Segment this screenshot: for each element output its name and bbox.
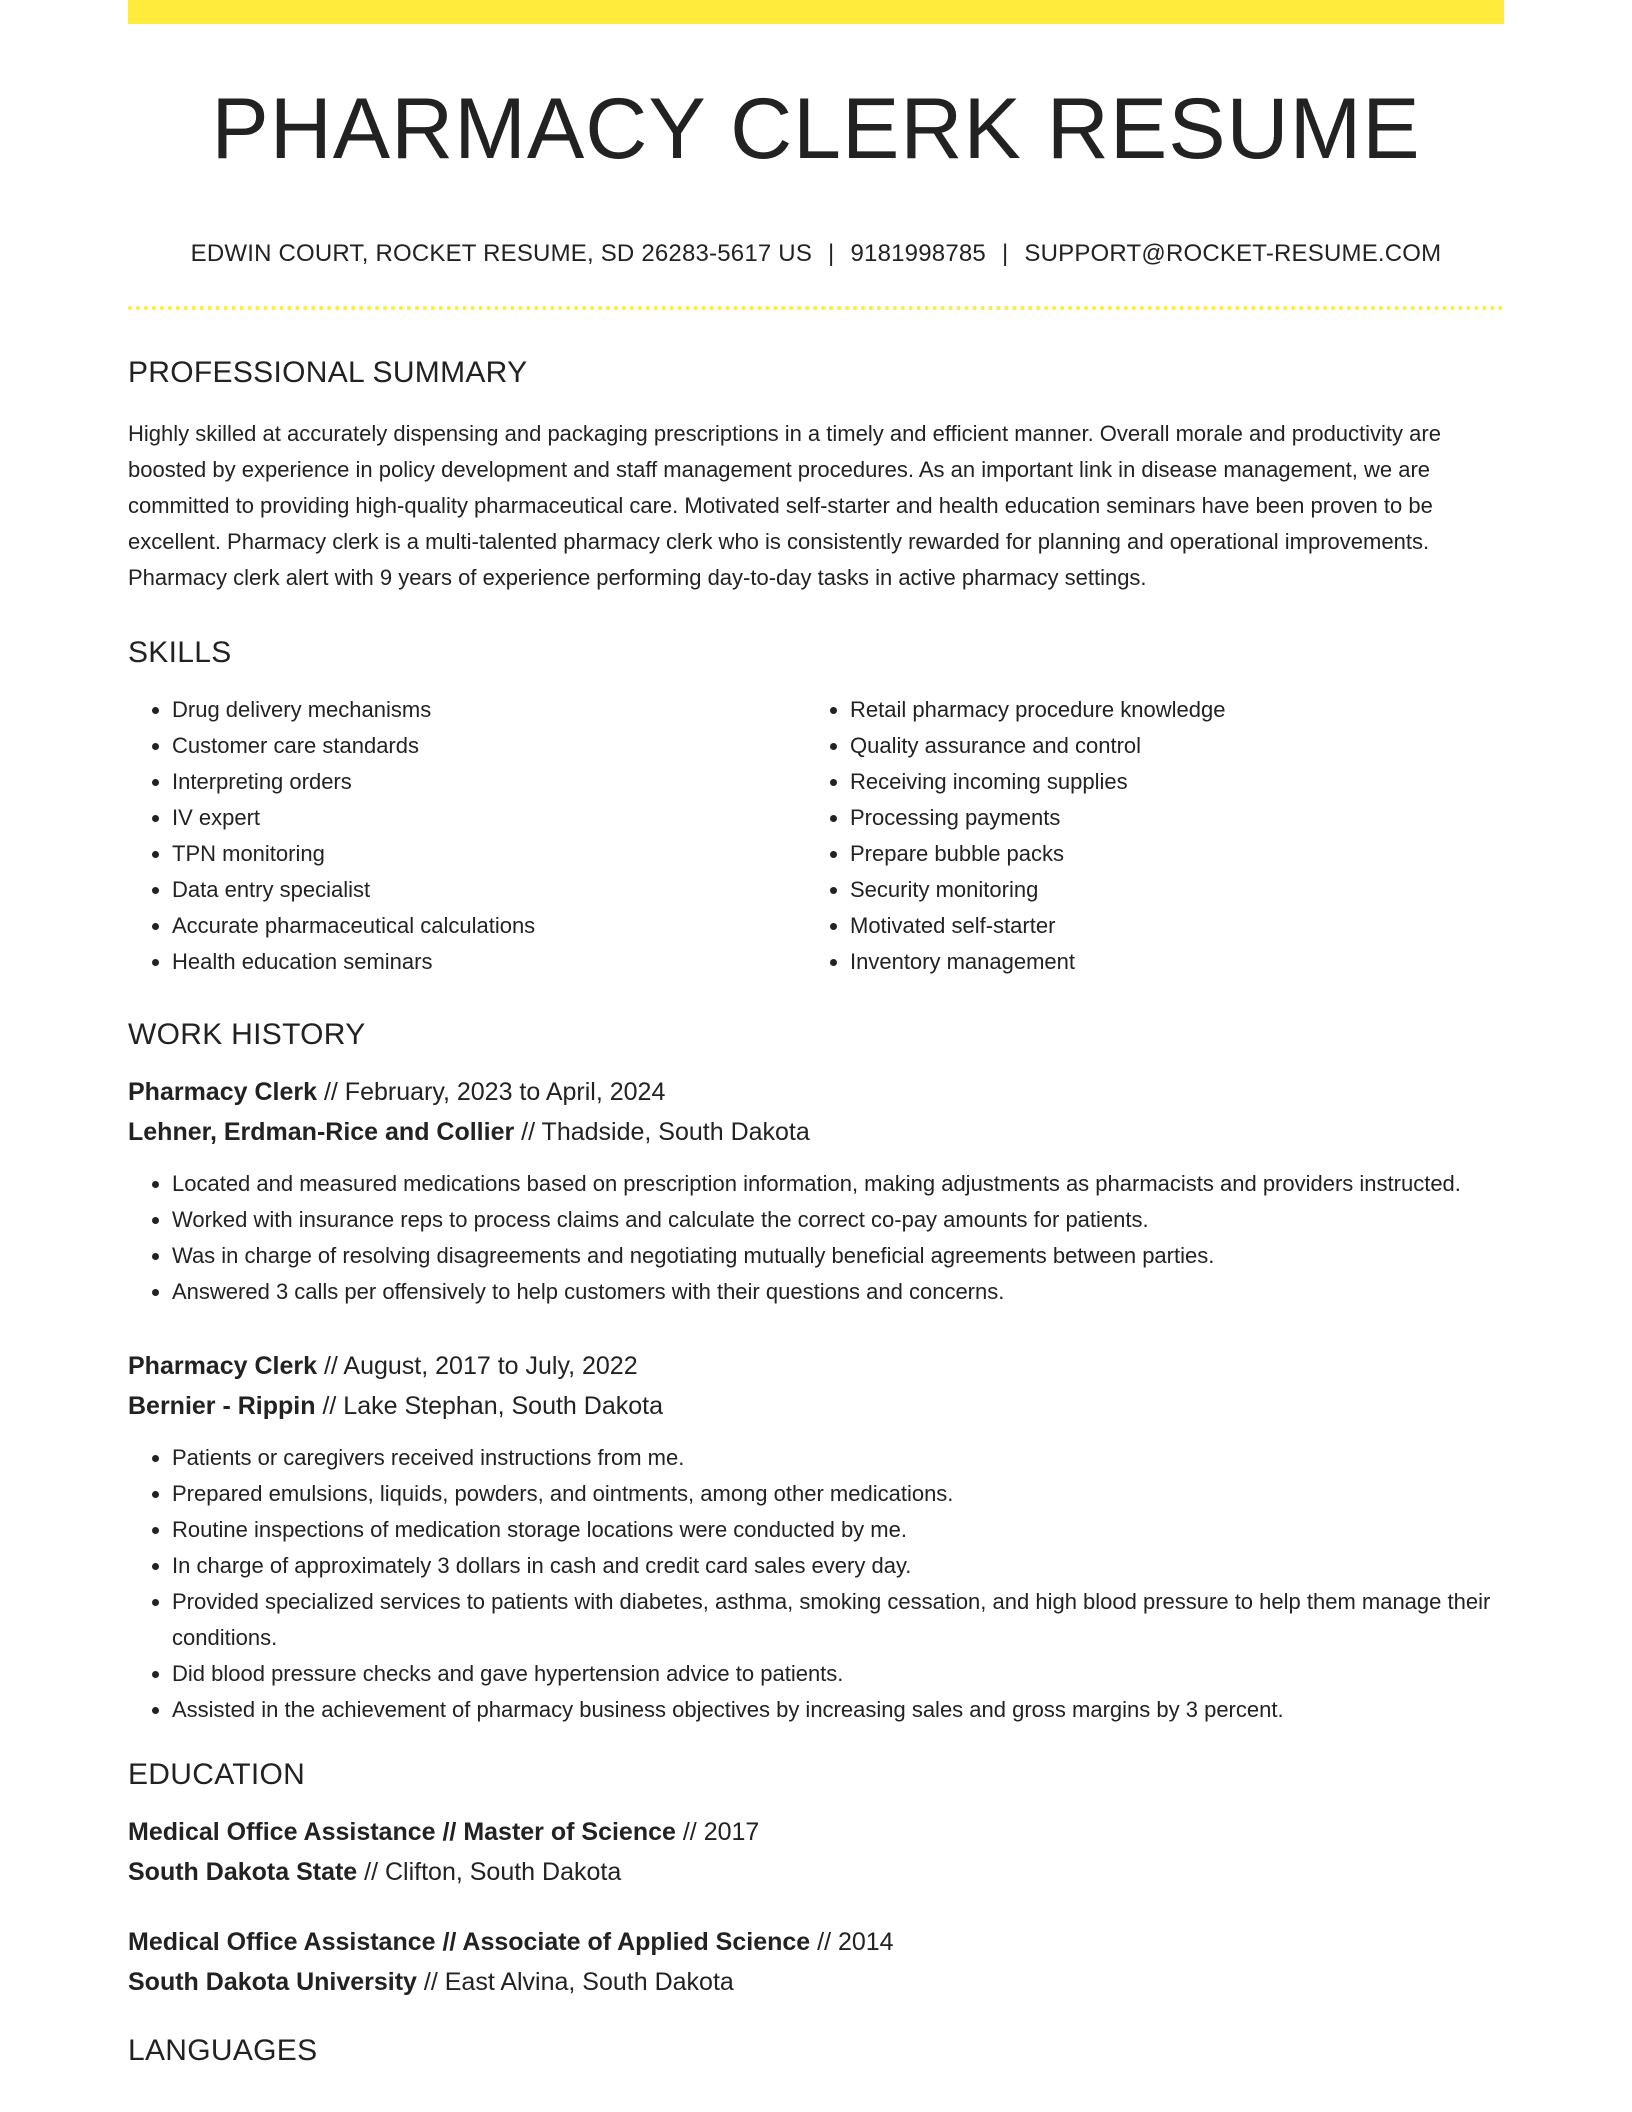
school-name: South Dakota State [128, 1858, 358, 1887]
job-bullet: • Assisted in the achievement of pharmacy business objectives by increasing sales and gross margins by 3 percent. [172, 1692, 1504, 1728]
skill-item: • Health education seminars [172, 944, 806, 980]
job-bullet: • Patients or caregivers received instructions from me. [172, 1440, 1504, 1476]
job-title-line [128, 1346, 1504, 1386]
skills-heading: SKILLS [128, 636, 232, 670]
skill-item: • IV expert [172, 800, 806, 836]
job-company-line [128, 1386, 1504, 1426]
skill-item: • Data entry specialist [172, 872, 806, 908]
header-divider [128, 306, 1504, 310]
job-entry [128, 1346, 1504, 1728]
job-dates: // August, 2017 to July, 2022 [317, 1352, 638, 1381]
address-text: EDWIN COURT, ROCKET RESUME, SD 26283-5617 US [190, 240, 813, 268]
resume-page [128, 0, 1504, 2068]
skills-grid [128, 692, 1504, 980]
degree-name: Medical Office Assistance // Associate of Applied Science [128, 1928, 811, 1957]
skills-left-column [128, 692, 806, 980]
job-bullet: • Worked with insurance reps to process claims and calculate the correct co-pay amounts for patients. [172, 1202, 1504, 1238]
languages-heading: LANGUAGES [128, 2034, 318, 2068]
skill-item: • Accurate pharmaceutical calculations [172, 908, 806, 944]
skill-item: • Drug delivery mechanisms [172, 692, 806, 728]
phone-text: 9181998785 [850, 240, 986, 268]
skill-item: • Customer care standards [172, 728, 806, 764]
job-title: Pharmacy Clerk [128, 1352, 318, 1381]
job-dates: // February, 2023 to April, 2024 [317, 1078, 666, 1107]
work-history-heading: WORK HISTORY [128, 1018, 366, 1052]
job-bullet: • Routine inspections of medication storage locations were conducted by me. [172, 1512, 1504, 1548]
job-bullet: • Prepared emulsions, liquids, powders, and ointments, among other medications. [172, 1476, 1504, 1512]
school-location: // East Alvina, South Dakota [416, 1968, 734, 1997]
job-company: Lehner, Erdman-Rice and Collier [128, 1118, 515, 1147]
skill-item: • Receiving incoming supplies [850, 764, 1484, 800]
skill-item: • Interpreting orders [172, 764, 806, 800]
resume-title: PHARMACY CLERK RESUME [211, 81, 1421, 177]
job-entry [128, 1072, 1504, 1310]
school-name: South Dakota University [128, 1968, 417, 1997]
skill-item: • Inventory management [850, 944, 1484, 980]
skill-item: • Retail pharmacy procedure knowledge [850, 692, 1484, 728]
job-company-line [128, 1112, 1504, 1152]
job-location: // Thadside, South Dakota [514, 1118, 810, 1147]
skill-item: • Processing payments [850, 800, 1484, 836]
contact-separator: | [828, 240, 835, 268]
email-link[interactable]: SUPPORT@ROCKET-RESUME.COM [1024, 240, 1442, 268]
job-company: Bernier - Rippin [128, 1392, 316, 1421]
skill-item: • Motivated self-starter [850, 908, 1484, 944]
job-bullet: • Provided specialized services to patients with diabetes, asthma, smoking cessation, and high blood pressure to help them manage their conditions. [172, 1584, 1504, 1656]
contact-separator: | [1001, 240, 1009, 268]
job-bullet: • In charge of approximately 3 dollars in cash and credit card sales every day. [172, 1548, 1504, 1584]
education-entry [128, 1812, 1504, 1892]
school-location: // Clifton, South Dakota [357, 1858, 622, 1887]
summary-heading: PROFESSIONAL SUMMARY [128, 356, 528, 390]
contact-line [128, 240, 1504, 268]
summary-paragraph: Highly skilled at accurately dispensing and packaging prescriptions in a timely and efficient manner. Overall morale and productivity are boosted by experience in policy development and staff management procedures. As an important link in disease management, we are committed to providing high-quality pharmaceutical care. Motivated self-starter and health education seminars have been proven to be excellent. Pharmacy clerk is a multi-talented pharmacy clerk who is consistently rewarded for planning and operational improvements. Pharmacy clerk alert with 9 years of experience performing day-to-day tasks in active pharmacy settings. [128, 421, 1441, 591]
job-bullet: • Located and measured medications based on prescription information, making adjustments as pharmacists and providers instructed. [172, 1166, 1504, 1202]
degree-line [128, 1812, 1504, 1852]
education-heading: EDUCATION [128, 1758, 306, 1792]
skill-item: • TPN monitoring [172, 836, 806, 872]
skill-item: • Quality assurance and control [850, 728, 1484, 764]
job-location: // Lake Stephan, South Dakota [315, 1392, 663, 1421]
job-bullet: • Was in charge of resolving disagreements and negotiating mutually beneficial agreements between parties. [172, 1238, 1504, 1274]
top-accent-bar [128, 0, 1504, 24]
job-title: Pharmacy Clerk [128, 1078, 318, 1107]
job-bullet: • Did blood pressure checks and gave hypertension advice to patients. [172, 1656, 1504, 1692]
job-bullet: • Answered 3 calls per offensively to help customers with their questions and concerns. [172, 1274, 1504, 1310]
degree-year: // 2017 [675, 1818, 760, 1847]
skill-item: • Prepare bubble packs [850, 836, 1484, 872]
job-title-line [128, 1072, 1504, 1112]
degree-line [128, 1922, 1504, 1962]
job-bullets [128, 1166, 1504, 1310]
degree-year: // 2014 [810, 1928, 894, 1957]
school-line [128, 1852, 1504, 1892]
job-bullets [128, 1440, 1504, 1728]
school-line [128, 1962, 1504, 2002]
skills-right-column [806, 692, 1484, 980]
skill-item: • Security monitoring [850, 872, 1484, 908]
education-entry [128, 1922, 1504, 2002]
degree-name: Medical Office Assistance // Master of Science [128, 1818, 676, 1847]
